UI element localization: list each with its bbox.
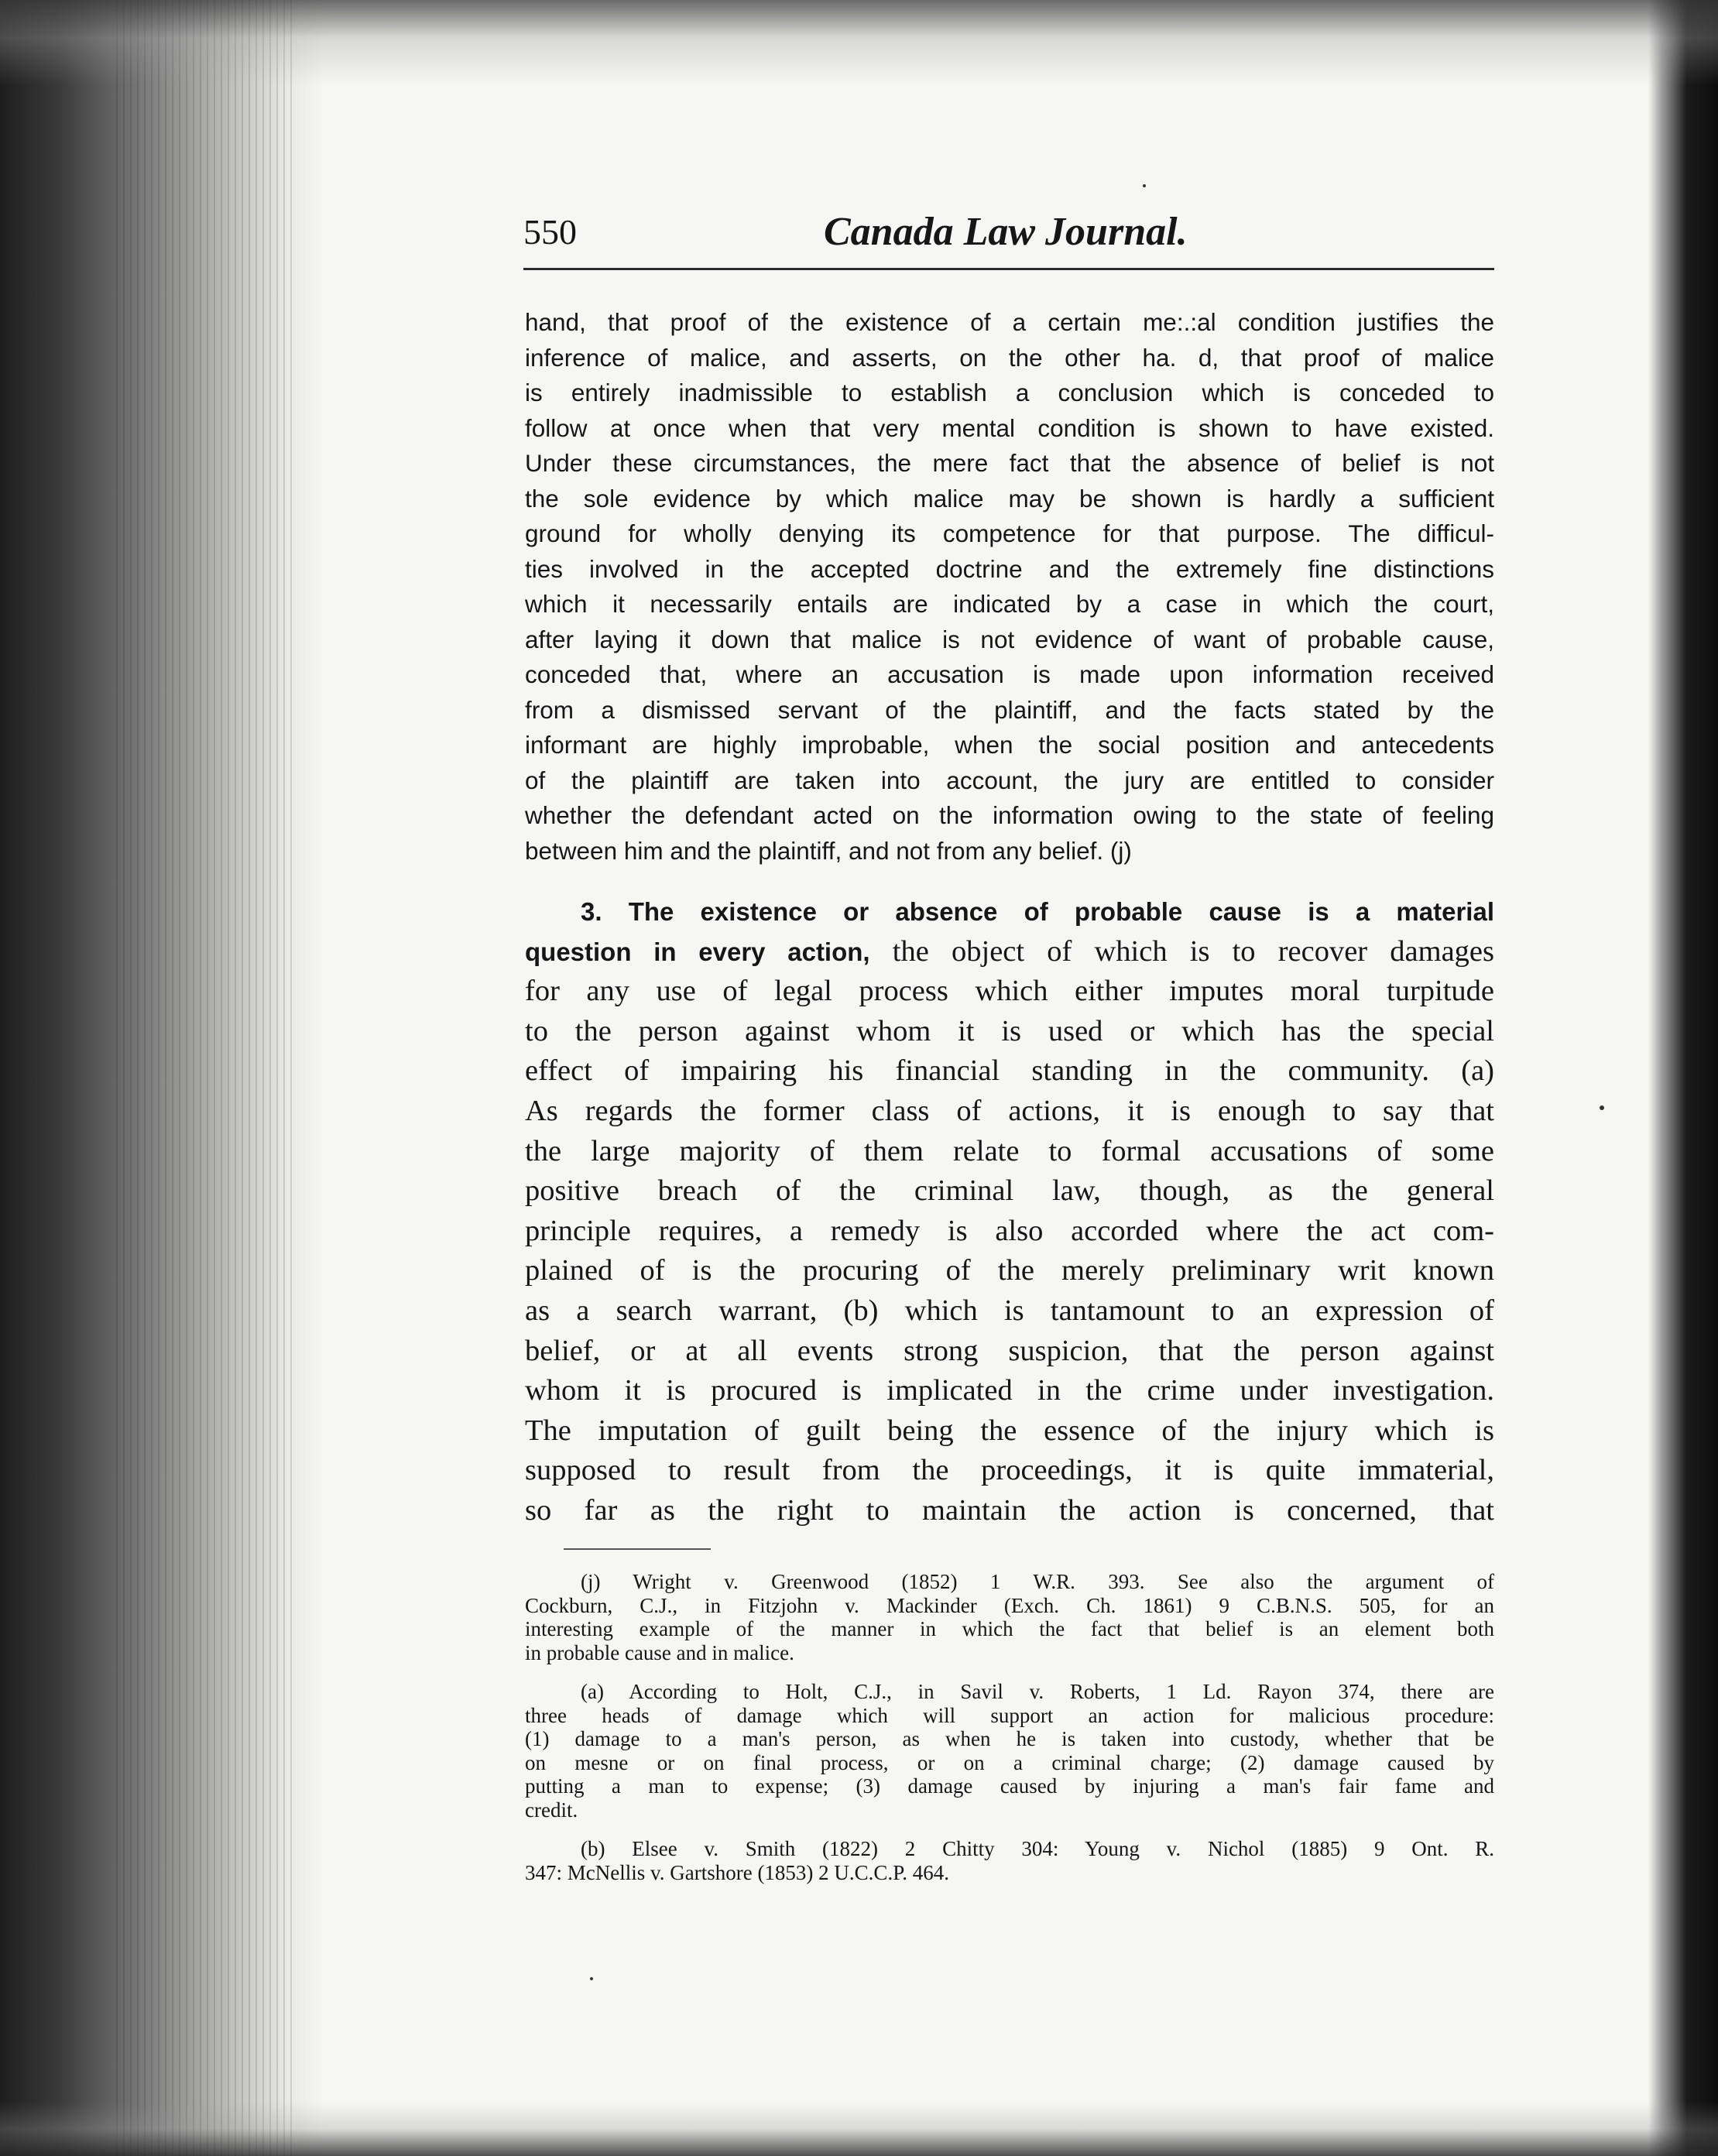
text-line: plained of is the procuring of the merely preliminary writ known xyxy=(525,1254,1494,1287)
top-page-edge xyxy=(0,0,1718,85)
text-line: the sole evidence by which malice may be shown is hardly a sufficient xyxy=(525,484,1494,512)
text-fragment: the object of which is to recover damages xyxy=(892,934,1494,968)
footnote-a xyxy=(525,1680,1494,1822)
left-binding-texture xyxy=(116,0,294,2156)
footnote-line: (j) Wright v. Greenwood (1852) 1 W.R. 393. See also the argument of xyxy=(581,1570,1494,1593)
text-line: to the person against whom it is used or which has the special xyxy=(525,1014,1494,1047)
footnote-line: credit. xyxy=(525,1798,578,1822)
footnotes xyxy=(525,1570,1494,1884)
text-line: belief, or at all events strong suspicion, that the person against xyxy=(525,1334,1494,1367)
text-line: informant are highly improbable, when the social position and antecedents xyxy=(525,731,1494,759)
text-line: the large majority of them relate to formal accusations of some xyxy=(525,1134,1494,1167)
text-line: Under these circumstances, the mere fact that the absence of belief is not xyxy=(525,449,1494,477)
footnote-j xyxy=(525,1570,1494,1664)
bottom-page-edge xyxy=(0,2102,1718,2156)
text-line: of the plaintiff are taken into account, the jury are entitled to consider xyxy=(525,766,1494,794)
running-title: Canada Law Journal. xyxy=(824,210,1188,254)
footnote-b xyxy=(525,1837,1494,1884)
section-heading-line-2 xyxy=(525,932,1494,972)
header-rule xyxy=(523,268,1494,270)
section-3-paragraph xyxy=(525,892,1494,1531)
text-line: inference of malice, and asserts, on the other ha. d, that proof of malice xyxy=(525,343,1494,372)
text-line: between him and the plaintiff, and not from any belief. (j) xyxy=(525,836,1132,865)
page-number: 550 xyxy=(523,212,577,252)
footnote-line: 347: McNellis v. Gartshore (1853) 2 U.C.C.P. 464. xyxy=(525,1860,949,1884)
text-line: for any use of legal process which either imputes moral turpitude xyxy=(525,975,1494,1008)
right-binding-shadow xyxy=(1648,0,1718,2156)
footnote-line: on mesne or on final process, or on a criminal charge; (2) damage caused by xyxy=(525,1750,1494,1774)
text-line: follow at once when that very mental condition is shown to have existed. xyxy=(525,413,1494,442)
text-line: which it necessarily entails are indicated by a case in which the court, xyxy=(525,590,1494,618)
text-line: ties involved in the accepted doctrine and the extremely fine distinctions xyxy=(525,554,1494,583)
text-line: is entirely inadmissible to establish a conclusion which is conceded to xyxy=(525,379,1494,406)
text-line: ground for wholly denying its competence for that purpose. The difficul- xyxy=(525,519,1494,547)
footnote-line: Cockburn, C.J., in Fitzjohn v. Mackinder (Exch. Ch. 1861) 9 C.B.N.S. 505, for an xyxy=(525,1593,1494,1617)
text-line: whether the defendant acted on the information owing to the state of feeling xyxy=(525,801,1494,829)
text-line: whom it is procured is implicated in the crime under investigation. xyxy=(525,1374,1494,1407)
text-line: hand, that proof of the existence of a certain me:.:al condition justifies the xyxy=(525,308,1494,336)
text-line: effect of impairing his financial standing in the community. (a) xyxy=(525,1054,1494,1088)
text-line: as a search warrant, (b) which is tantamount to an expression of xyxy=(525,1294,1494,1327)
text-line: so far as the right to maintain the action is concerned, that xyxy=(525,1493,1494,1527)
text-line: positive breach of the criminal law, though, as the general xyxy=(525,1174,1494,1208)
text-line: supposed to result from the proceedings, it is quite immaterial, xyxy=(525,1454,1494,1487)
footnote-rule xyxy=(564,1548,711,1550)
text-line: after laying it down that malice is not evidence of want of probable cause, xyxy=(525,625,1494,653)
footnote-line: (b) Elsee v. Smith (1822) 2 Chitty 304: Young v. Nichol (1885) 9 Ont. R. xyxy=(581,1837,1494,1860)
paragraph-continued xyxy=(525,305,1494,869)
text-line: As regards the former class of actions, it is enough to say that xyxy=(525,1094,1494,1127)
text-line: conceded that, where an accusation is made upon information received xyxy=(525,660,1494,688)
text-line: principle requires, a remedy is also accorded where the act com- xyxy=(525,1214,1494,1247)
scan-speck xyxy=(590,1977,593,1980)
text-line: from a dismissed servant of the plaintiff, and the facts stated by the xyxy=(525,695,1494,724)
scan-speck xyxy=(1143,184,1146,187)
section-heading-line xyxy=(525,892,1494,932)
footnote-line: in probable cause and in malice. xyxy=(525,1640,794,1664)
footnote-line: (a) According to Holt, C.J., in Savil v. Roberts, 1 Ld. Rayon 374, there are xyxy=(581,1680,1494,1703)
scan-speck xyxy=(1600,1105,1604,1110)
section-heading: 3. The existence or absence of probable cause is a material xyxy=(581,897,1494,926)
section-heading-continued: question in every action, xyxy=(525,937,870,966)
footnote-line: (1) damage to a man's person, as when he is taken into custody, whether that be xyxy=(525,1727,1494,1750)
footnote-line: putting a man to expense; (3) damage caused by injuring a man's fair fame and xyxy=(525,1774,1494,1798)
footnote-line: interesting example of the manner in which the fact that belief is an element both xyxy=(525,1617,1494,1640)
footnote-line: three heads of damage which will support an action for malicious procedure: xyxy=(525,1703,1494,1727)
text-line: The imputation of guilt being the essence of the injury which is xyxy=(525,1414,1494,1447)
